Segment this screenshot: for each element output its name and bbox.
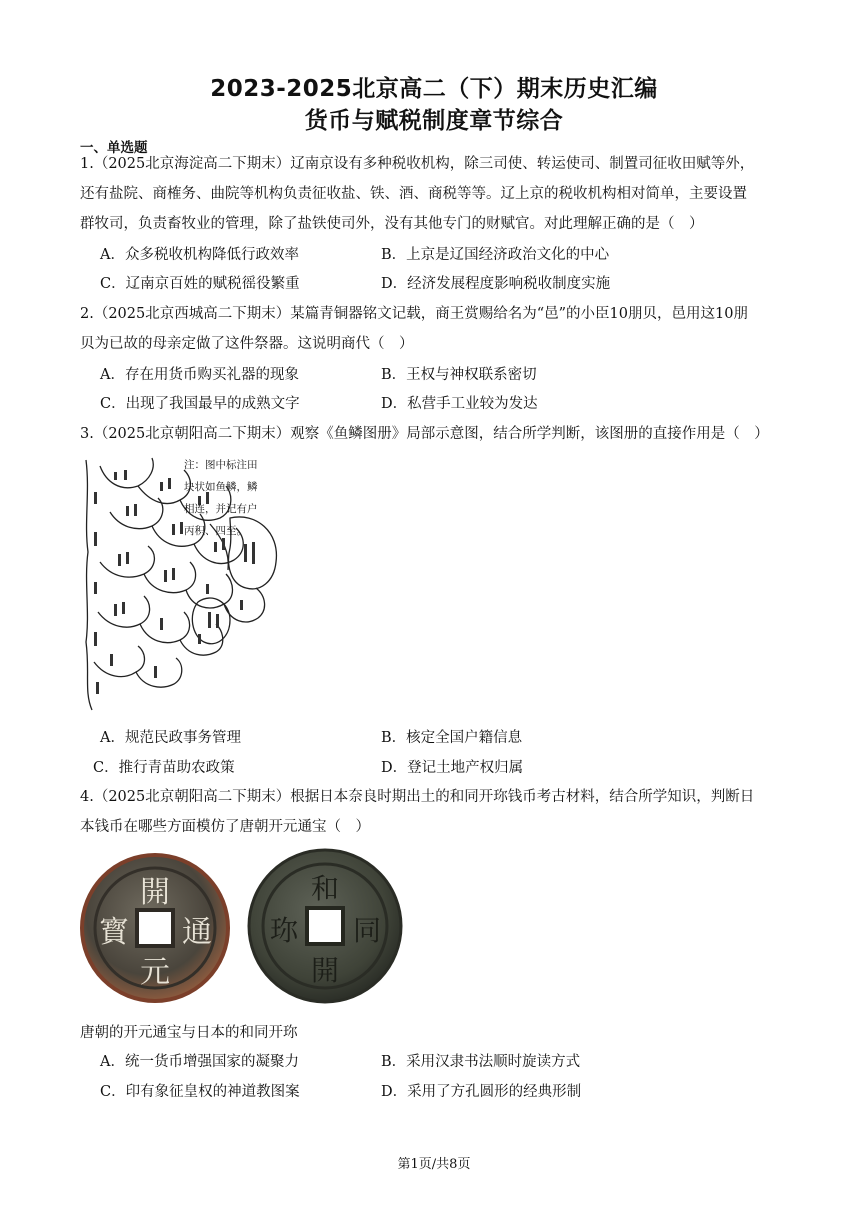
question-2-line: 贝为已故的母亲定做了这件祭器。这说明商代（ ） — [80, 336, 414, 352]
question-1-line: 群牧司，负责畜牧业的管理，除了盐铁使司外，没有其他专门的财赋官。对此理解正确的是（ ） — [80, 216, 704, 232]
coin-character: 寳 — [99, 915, 129, 950]
map-note-line: 丙积、四至。 — [184, 525, 247, 537]
coins-caption: 唐朝的开元通宝与日本的和同开珎 — [80, 1025, 298, 1041]
question-1-line: 1.（2025北京海淀高二下期末）辽南京设有多种税收机构，除三司使、转运使司、制置司征收田赋等外， — [80, 156, 755, 172]
question-2-option-a[interactable]: A．存在用货币购买礼器的现象 — [100, 367, 299, 383]
question-2-option-c[interactable]: C．出现了我国最早的成熟文字 — [100, 396, 300, 412]
question-1-option-b[interactable]: B．上京是辽国经济政治文化的中心 — [381, 247, 610, 263]
document-title: 2023-2025北京高二（下）期末历史汇编 — [210, 76, 658, 102]
coin-character: 通 — [182, 915, 212, 950]
question-3-option-a[interactable]: A．规范民政事务管理 — [100, 730, 241, 746]
coin-character: 開 — [140, 875, 170, 910]
question-1-line: 还有盐院、商榷务、曲院等机构负责征收盐、铁、酒、商税等等。辽上京的税收机构相对简单，主要设置 — [80, 186, 747, 202]
question-1-option-d[interactable]: D．经济发展程度影响税收制度实施 — [381, 276, 611, 292]
question-4-option-c[interactable]: C．印有象征皇权的神道教图案 — [100, 1084, 300, 1100]
map-note-line: 块状如鱼鳞，鳞 — [184, 481, 258, 493]
coins-image — [80, 846, 412, 1006]
question-4-option-a[interactable]: A．统一货币增强国家的凝聚力 — [100, 1054, 299, 1070]
fish-scale-map-image — [80, 452, 288, 714]
coin-character: 珎 — [269, 914, 299, 947]
wadokaichin-coin — [249, 850, 401, 1002]
question-4-line: 4.（2025北京朝阳高二下期末）根据日本奈良时期出土的和同开珎钱币考古材料，结合所学知识，判断日 — [80, 789, 755, 805]
question-2-line: 2.（2025北京西城高二下期末）某篇青铜器铭文记载，商王赏赐给名为“邑”的小臣10朋贝，邑用这10朋 — [80, 306, 748, 322]
coin-character: 元 — [140, 955, 170, 990]
map-note-line: 注：图中标注田 — [184, 459, 258, 471]
question-1-stem — [80, 149, 792, 239]
question-2-option-b[interactable]: B．王权与神权联系密切 — [381, 367, 537, 383]
question-4-stem — [80, 782, 792, 842]
question-4-option-d[interactable]: D．采用了方孔圆形的经典形制 — [381, 1084, 582, 1100]
question-3-option-b[interactable]: B．核定全国户籍信息 — [381, 730, 523, 746]
question-2-stem — [80, 299, 792, 359]
section-heading: 一、单选题 — [80, 140, 148, 156]
question-3-stem — [80, 419, 792, 449]
question-2-option-d[interactable]: D．私营手工业较为发达 — [381, 396, 538, 412]
coin-character: 開 — [310, 954, 340, 987]
coin-character: 和 — [310, 872, 340, 905]
question-4-line: 本钱币在哪些方面模仿了唐朝开元通宝（ ） — [80, 819, 370, 835]
question-3-option-d[interactable]: D．登记土地产权归属 — [381, 760, 524, 776]
map-note-line: 相连，并记有户 — [184, 503, 258, 515]
question-1-option-c[interactable]: C．辽南京百姓的赋税徭役繁重 — [100, 276, 300, 292]
question-4-option-b[interactable]: B．采用汉隶书法顺时旋读方式 — [381, 1054, 581, 1070]
question-3-line: 3.（2025北京朝阳高二下期末）观察《鱼鳞图册》局部示意图，结合所学判断，该图册的直接作用是（ ） — [80, 426, 769, 442]
kaiyuan-coin — [82, 855, 228, 1001]
page-number: 第1页/共8页 — [397, 1157, 471, 1172]
question-3-option-c[interactable]: C．推行青苗助农政策 — [93, 760, 235, 776]
coin-character: 同 — [352, 914, 382, 947]
document-subtitle: 货币与赋税制度章节综合 — [304, 108, 564, 134]
question-1-option-a[interactable]: A．众多税收机构降低行政效率 — [100, 247, 299, 263]
